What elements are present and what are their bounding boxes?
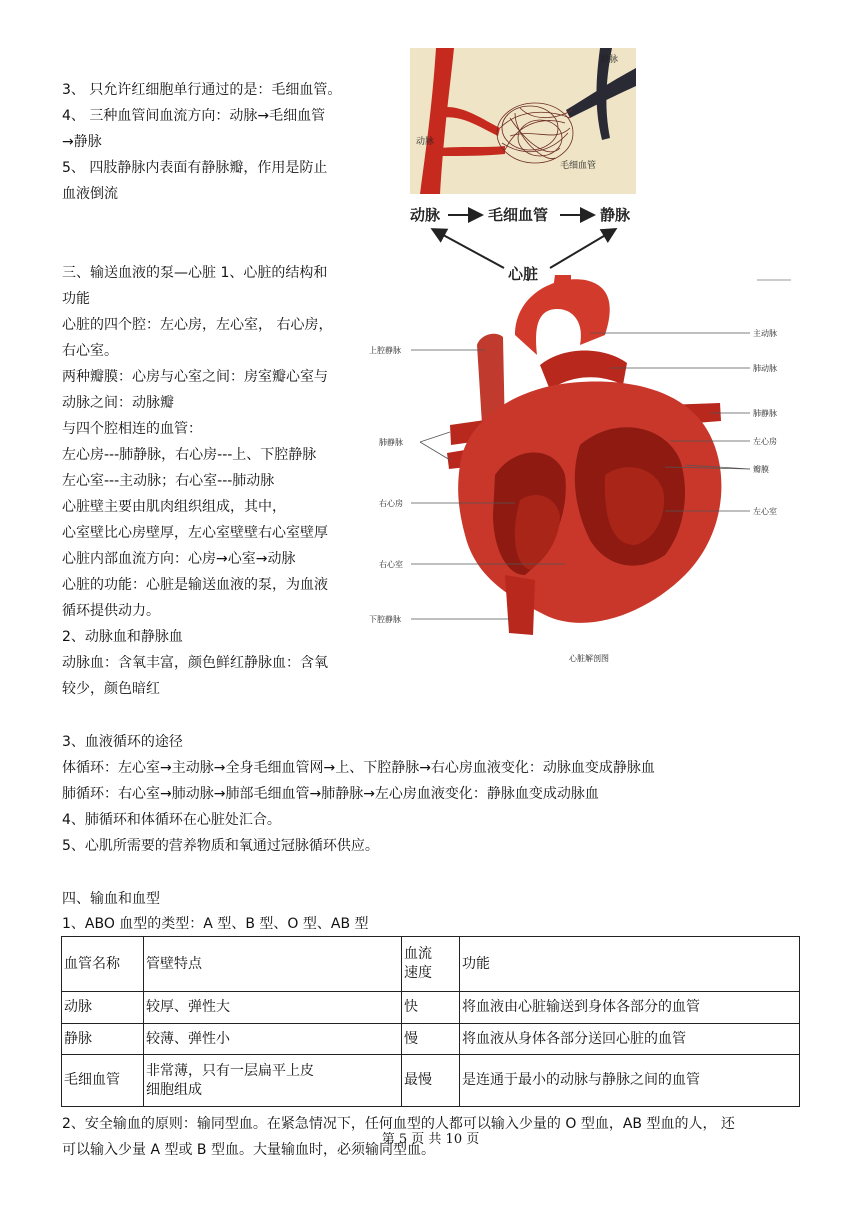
figure-caption: 心脏解剖图 (569, 654, 609, 663)
text-line: 1、ABO 血型的类型：A 型、B 型、O 型、AB 型 (62, 916, 369, 932)
text-line: 可以输入少量 A 型或 B 型血。大量输血时，必须输同型血。 (62, 1142, 435, 1158)
text-line: 心脏的四个腔：左心房，左心室， 右心房， (62, 317, 333, 333)
text-line: 较少，颜色暗红 (62, 681, 160, 697)
text-line: 2、安全输血的原则：输同型血。在紧急情况下，任何血型的人都可以输入少量的 O 型血，AB 型血的人， 还 (62, 1116, 735, 1132)
table-cell: 较厚、弹性大 (144, 992, 402, 1024)
text-line: 心脏壁主要由肌肉组织组成，其中， (62, 499, 286, 515)
text-line: 4、肺循环和体循环在心脏处汇合。 (62, 812, 281, 828)
label-left-atrium: 左心房 (753, 437, 777, 446)
flow-vein: 静脉 (600, 206, 631, 224)
label-artery: 动脉 (416, 137, 435, 147)
label-aorta: 主动脉 (753, 329, 777, 338)
table-cell: 将血液由心脏输送到身体各部分的血管 (460, 992, 800, 1024)
capillary-network-figure (410, 48, 636, 194)
text-line: 4、 三种血管间血流方向：动脉→毛细血管 (62, 108, 326, 124)
flow-artery: 动脉 (410, 206, 441, 224)
text-line: 右心室。 (62, 343, 118, 359)
text-line: 左心室---主动脉；右心室---肺动脉 (62, 473, 275, 489)
text-line: →静脉 (62, 134, 102, 150)
table-cell: 将血液从身体各部分送回心脏的血管 (460, 1024, 800, 1055)
table-header: 管壁特点 (144, 937, 402, 992)
table-row (62, 1055, 800, 1107)
text-line: 动脉血：含氧丰富，颜色鲜红静脉血：含氧 (62, 655, 328, 671)
table-cell: 非常薄，只有一层扁平上皮 细胞组成 (144, 1055, 402, 1107)
text-line: 心脏的功能：心脏是输送血液的泵，为血液 (62, 577, 328, 593)
table-cell: 毛细血管 (62, 1055, 144, 1107)
text-line: 肺循环：右心室→肺动脉→肺部毛细血管→肺静脉→左心房血液变化：静脉血变成动脉血 (62, 786, 599, 802)
table-row (62, 992, 800, 1024)
text-line: 血液倒流 (62, 186, 118, 202)
table-cell: 快 (402, 992, 460, 1024)
table-header: 功能 (460, 937, 800, 992)
text-line: 心脏内部血流方向：心房→心室→动脉 (62, 551, 296, 567)
table-cell: 是连通于最小的动脉与静脉之间的血管 (460, 1055, 800, 1107)
heart-anatomy-figure (365, 275, 795, 670)
label-capillary: 毛细血管 (560, 161, 597, 171)
table-cell: 慢 (402, 1024, 460, 1055)
text-line: 左心房---肺静脉，右心房---上、下腔静脉 (62, 447, 317, 463)
page-number: 第 5 页 共 10 页 (381, 1132, 480, 1147)
flow-capillary: 毛细血管 (488, 206, 549, 224)
label-pulmonary-artery: 肺动脉 (753, 364, 777, 373)
text-line: 与四个腔相连的血管： (62, 421, 202, 437)
blood-vessel-table (61, 936, 800, 1107)
table-cell: 动脉 (62, 992, 144, 1024)
section-heading: 四、输血和血型 (62, 891, 160, 907)
table-row (62, 1024, 800, 1055)
label-superior-vena-cava: 上腔静脉 (369, 346, 401, 355)
section-heading: 3、血液循环的途径 (62, 734, 183, 750)
section-heading: 三、输送血液的泵—心脏 1、心脏的结构和 (62, 265, 328, 281)
label-inferior-vena-cava: 下腔静脉 (369, 615, 401, 624)
label-left-ventricle: 左心室 (753, 507, 777, 516)
label-valve: 瓣膜 (753, 465, 769, 474)
text-line: 5、心肌所需要的营养物质和氧通过冠脉循环供应。 (62, 838, 379, 854)
label-vein: 静脉 (600, 55, 619, 65)
table-cell: 最慢 (402, 1055, 460, 1107)
flow-heart: 心脏 (508, 265, 539, 283)
text-line: 3、 只允许红细胞单行通过的是：毛细血管。 (62, 82, 342, 98)
text-line: 功能 (62, 291, 90, 307)
table-cell: 较薄、弹性小 (144, 1024, 402, 1055)
table-header: 血管名称 (62, 937, 144, 992)
text-line: 2、动脉血和静脉血 (62, 629, 183, 645)
table-cell: 静脉 (62, 1024, 144, 1055)
text-line: 心室壁比心房壁厚，左心室壁壁右心室壁厚 (62, 525, 328, 541)
label-pulmonary-vein-right: 肺静脉 (753, 409, 777, 418)
table-header-row (62, 937, 800, 992)
text-line: 5、 四肢静脉内表面有静脉瓣，作用是防止 (62, 160, 328, 176)
label-right-ventricle: 右心室 (379, 560, 403, 569)
text-line: 体循环：左心室→主动脉→全身毛细血管网→上、下腔静脉→右心房血液变化：动脉血变成静脉血 (62, 760, 655, 776)
text-line: 两种瓣膜：心房与心室之间：房室瓣心室与 (62, 369, 328, 385)
label-right-atrium: 右心房 (379, 499, 403, 508)
table-header: 血流 速度 (402, 937, 460, 992)
label-pulmonary-vein-left: 肺静脉 (379, 438, 403, 447)
text-line: 循环提供动力。 (62, 603, 160, 619)
text-line: 动脉之间：动脉瓣 (62, 395, 174, 411)
